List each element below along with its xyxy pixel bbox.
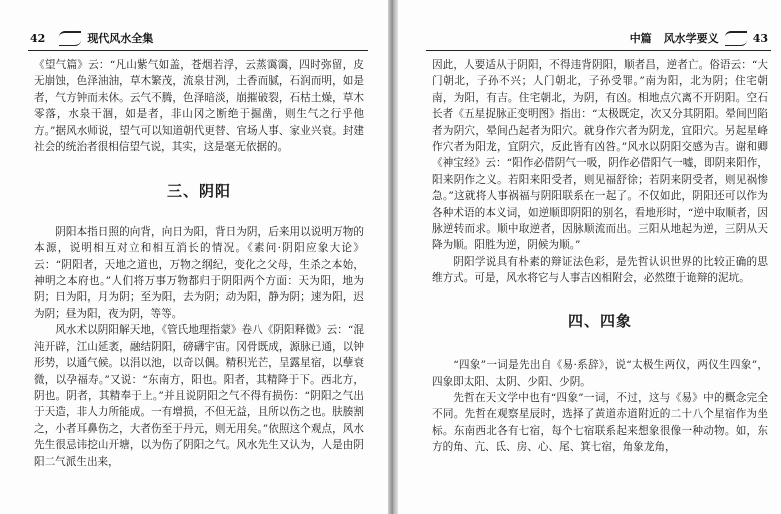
book-gutter [388,0,398,514]
header-ornament-icon [725,31,747,46]
right-page-number: 43 [752,31,768,45]
paragraph: 阴阳学说具有朴素的辩证法色彩，是先哲认识世界的比较正确的思维方式。可是，风水将它与人事吉凶相附会，必然堕于诡辩的泥坑。 [432,255,768,285]
left-running-header [30,27,368,49]
section-label: 中篇 [629,32,652,45]
right-page [398,0,781,514]
header-ornament-icon [59,31,81,46]
paragraph: “四象”一词是先出自《易·系辞》，说“太极生两仪，两仪生四象”，四象即太阳、太阴、少阳、少阴。 [432,359,768,388]
left-page-number: 42 [30,31,46,45]
paragraph: 因此，人要适从于阴阳，不得违背阴阳，顺者昌，逆者亡。俗语云：“大门朝北，子孙不兴；人门朝北，子孙受罪。”南为阳，北为阴；住宅朝南，为阳，有吉。住宅朝北，为阴，有凶。相地点穴离不开阴阳。空石长者《五星捉脉正变明图》指出：“太极既定，次又分其阴阳。晕间凹陷者为阴穴，晕间凸起者为阳穴。就身作穴者为阴龙，宜阳穴。另起星峰作穴者为阳龙，宜阴穴，反此皆有凶咎。”风水以阴阳交感为吉。谢和卿《神宝经》云：“阳作必借阴气一吸，阴作必借阳气一嘘，即阴来阳作，阳来阴作之义。若阳来阳受者，则见福舒徐；若阴来阴受者，则见祸惨急。”这就将人事祸福与阴阳联系在一起了。不仅如此，阴阳还可以作为各种术语的本义词，如逆顺即阴阳的别名，看地形时，“逆中取顺者，因脉逆转而求。顺中取逆者，因脉顺流而出。三阳从地起为逆，三阴从天降为顺。阳胜为逆，阴候为顺。” [432,59,768,252]
right-page-body [432,57,768,456]
book-title: 现代风水全集 [87,32,154,45]
section-title-four-symbols: 四、四象 [567,311,632,330]
paragraph: 先哲在天文学中也有“四象”一词，不过，这与《易》中的概念完全不同。先哲在观察星辰时，选择了黄道赤道附近的二十八个星宿作为坐标。东南西北各有七宿，每个七宿联系起来想象很像一种动物。如，东方的角、亢、氐、房、心、尾、箕七宿，角象龙角， [432,391,768,454]
paragraph: 阴阳本指日照的向背，向日为阳，背日为阴，后来用以说明万物的本源，说明相互对立和相互消长的情况。《素问·阴阳应象大论》云：“阴阳者，天地之道也，万物之纲纪，变化之父母，生杀之本始，神明之本府也。”人们将万事万物都归于阴阳两个方面：天为阳，地为阴；日为阳，月为阴；至为阳，去为阴；动为阳，静为阴；速为阳，迟为阴；昼为阳，夜为阴，等等。 [34,225,364,320]
left-page [0,0,388,514]
section-title-yinyang: 三、阴阳 [166,182,231,201]
left-header-rule [28,50,368,51]
right-header-rule [426,50,771,51]
chapter-title: 风水学要义 [663,32,719,45]
paragraph: 《望气篇》云：“凡山紫气如盖，苍烟若浮，云蒸霭霭，四时弥留，皮无崩蚀，色泽油油，草木繁茂，流泉甘洌，土香而腻，石润而明，如是者，气方钟而未休。云气不腾，色泽暗淡，崩摧破裂，石枯土燥，草木零落，水泉干涸，如是者，非山冈之断绝于掘凿，则生气之行乎他方。”据风水师说，望气可以知道朝代更替、官场人事、家业兴衰。封建社会的统治者很相信望气说，其实，这是毫无依据的。 [34,59,364,154]
right-running-header [428,27,768,49]
left-page-body [34,57,364,470]
paragraph: 风水术以阴阳解天地，《管氏地理指蒙》卷八《阴阳释微》云：“混沌开辟，江山延袤，融结阴阳，磅礴宇宙。冈骨既成，源脉已通，以钟形势，以通气候。以涓以池，以奇以偶。精积光芒，呈露星宿，以孽衰微，以孕福寿。”又说：“东南方，阳也。阳者，其精降于下。西北方，阴也。阴者，其精奉于上。”并且说阴阳之气不得有损伤：“阴阳之气出于天造，非人力所能成。一有增损，不但无益，且所以伤之也。肤腠割之，小者耳鼻伤之，大者伤至于丹元，则无用矣。”依照这个观点，风水先生很忌讳挖山开塘，以为伤了阴阳之气。风水先生又认为，人是由阴阳二气派生出来， [34,324,364,468]
